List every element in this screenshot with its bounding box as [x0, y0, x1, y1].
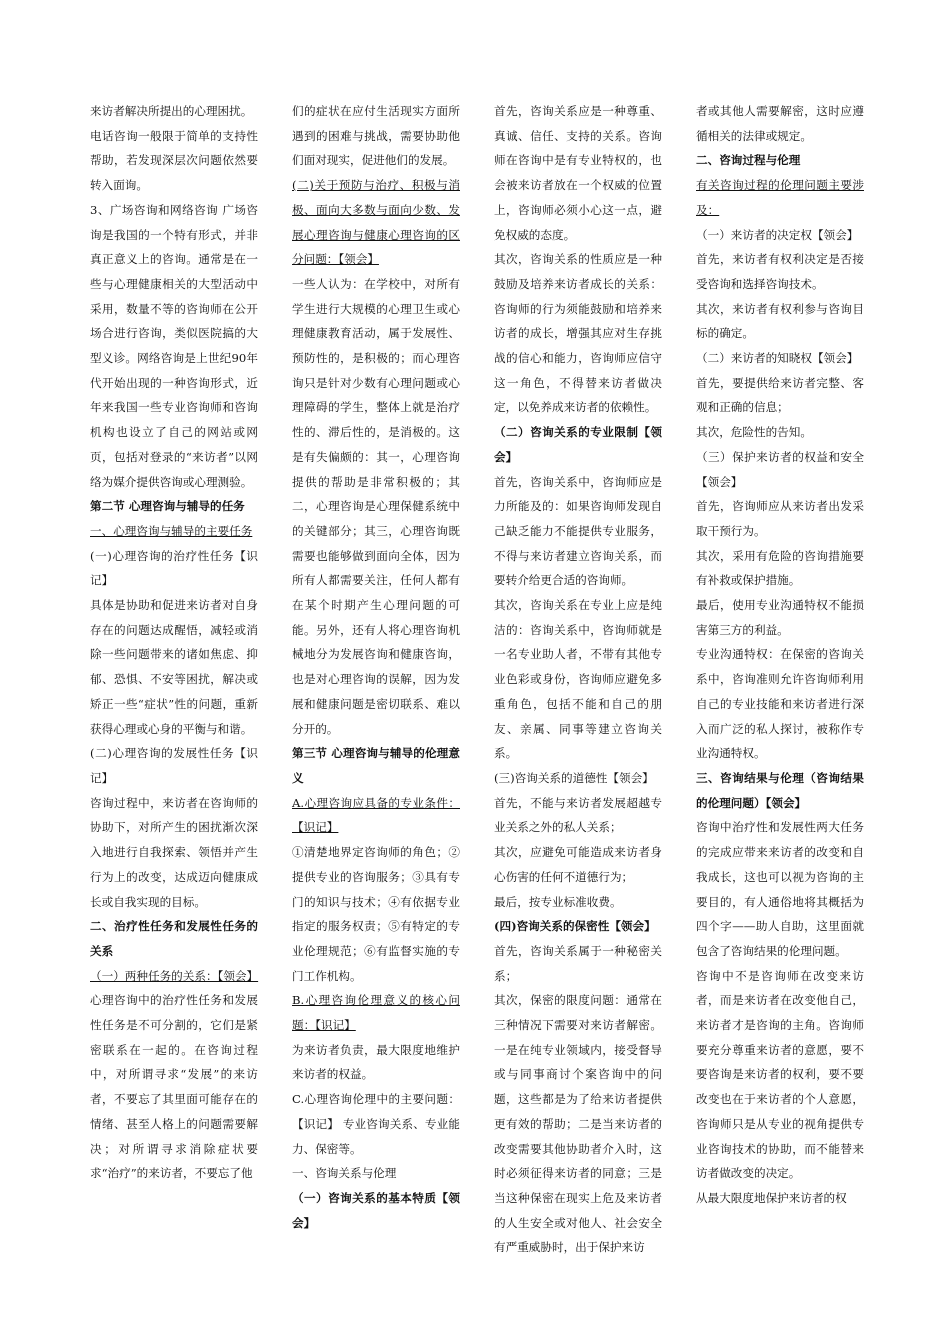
- section-heading: 三、咨询结果与伦理（咨询结果的伦理问题）【领会】: [696, 770, 864, 810]
- paragraph: 者或其他人需要解密，这时应遵循相关的法律或规定。: [696, 104, 864, 143]
- paragraph: 有关咨询过程的伦理问题主要涉及：: [696, 178, 864, 217]
- text-column-2: [292, 99, 460, 1235]
- paragraph: 为来访者负责，最大限度地维护来访者的权益。: [292, 1042, 460, 1082]
- paragraph: 首先，咨询关系属于一种秘密关系；: [494, 943, 662, 983]
- paragraph: 们的症状在应付生活现实方面所遇到的困难与挑战，需要协助他们面对现实，促进他们的发展。: [292, 104, 460, 168]
- paragraph: 首先，咨询关系应是一种尊重、真诚、信任、支持的关系。咨询师在咨询中是有专业特权的，也会被来访者放在一个权威的位置上，咨询师必须小心这一点，避免权威的态度。: [494, 104, 662, 242]
- section-heading: （一）咨询关系的基本特质【领会】: [292, 1190, 460, 1230]
- section-heading: 第二节 心理咨询与辅导的任务: [90, 499, 245, 514]
- paragraph: 首先，咨询师应从来访者出发采取干预行为。: [696, 499, 864, 538]
- paragraph: (二)心理咨询的发展性任务【识记】: [90, 746, 258, 785]
- paragraph: 电话咨询一般限于简单的支持性帮助，若发现深层次问题依然要转入面询。: [90, 128, 258, 193]
- paragraph: (三)咨询关系的道德性【领会】: [494, 770, 654, 785]
- paragraph: 咨询中不是咨询师在改变来访者，而是来访者在改变他自己，来访者才是咨询的主角。咨询师要充分尊重来访者的意愿，要不要咨询是来访者的权利，要不要改变也在于来访者的个人意愿，咨询师只是从专业的视角提供专业咨询技术的协助，而不能替来访者做改变的决定。: [696, 968, 864, 1181]
- paragraph: 其次，危险性的告知。: [696, 425, 812, 440]
- paragraph: 首先，来访者有权利决定是否接受咨询和选择咨询技术。: [696, 252, 864, 291]
- text-column-1: [90, 99, 258, 1186]
- paragraph: 一、心理咨询与辅导的主要任务: [90, 523, 253, 538]
- section-heading: 二、治疗性任务和发展性任务的关系: [90, 919, 258, 958]
- paragraph: 其次，咨询关系在专业上应是纯洁的：咨询关系中，咨询师就是一名专业助人者，不带有其他专业色彩或身份，咨询师应避免多重角色，包括不能和自己的朋友、亲属、同事等建立咨询关系。: [494, 598, 662, 761]
- paragraph: （三）保护来访者的权益和安全【领会】: [696, 449, 864, 489]
- text-column-4: [696, 99, 864, 1211]
- paragraph: A.心理咨询应具备的专业条件：【识记】: [292, 795, 460, 835]
- section-heading: 二、咨询过程与伦理: [696, 153, 801, 168]
- paragraph: 首先，要提供给来访者完整、客观和正确的信息；: [696, 375, 864, 415]
- paragraph: 一些人认为：在学校中，对所有学生进行大规模的心理卫生或心理健康教育活动，属于发展性、预防性的，是积极的；而心理咨询只是针对少数有心理问题或心理障碍的学生，整体上就是治疗性的、滞后性的，是消极的。这是有失偏颇的：其一，心理咨询提供的帮助是非常积极的；其二，心理咨询是心理保健系统中的关键部分；其三，心理咨询既需要也能够做到面向全体，因为所有人都需要关注，任何人都有在某个时期产生心理问题的可能。另外，还有人将心理咨询机械地分为发展咨询和健康咨询，也是对心理咨询的误解，因为发展和健康问题是密切联系、难以分开的。: [292, 276, 460, 736]
- paragraph: 首先，咨询关系中，咨询师应是力所能及的：如果咨询师发现自己缺乏能力不能提供专业服务，不得与来访者建立咨询关系，而要转介给更合适的咨询师。: [494, 474, 662, 588]
- paragraph: 心理咨询中的治疗性任务和发展性任务是不可分割的，它们是紧密联系在一起的。在咨询过程中，对所谓寻求“发展”的来访者，不要忘了其里面可能存在的情绪、甚至人格上的问题需要解决；对所谓寻求消除症状要求“治疗”的来访者，不要忘了他: [90, 993, 258, 1181]
- paragraph: （一）来访者的决定权【领会】: [696, 227, 859, 242]
- paragraph: 其次，采用有危险的咨询措施要有补救或保护措施。: [696, 548, 864, 588]
- paragraph: (二)关于预防与治疗、积极与消极、面向大多数与面向少数、发展心理咨询与健康心理咨询的区分问题：【领会】: [292, 178, 460, 267]
- paragraph: 从最大限度地保护来访者的权: [696, 1190, 847, 1205]
- paragraph: 专业沟通特权：在保密的咨询关系中，咨询准则允许咨询师利用自己的专业技能和来访者进行深入而广泛的私人探讨，被称作专业沟通特权。: [696, 647, 864, 761]
- paragraph: 一、咨询关系与伦理: [292, 1166, 397, 1181]
- section-heading: （二）咨询关系的专业限制【领会】: [494, 425, 662, 464]
- paragraph: 其次，咨询关系的性质应是一种鼓励及培养来访者成长的关系：咨询师的行为须能鼓励和培养来访者的成长，增强其应对生存挑战的信心和能力，咨询师应信守这一角色，不得替来访者做决定，以免养成来访者的依赖性。: [494, 252, 662, 415]
- paragraph: C.心理咨询伦理中的主要问题：【识记】 专业咨询关系、专业能力、保密等。: [292, 1092, 460, 1156]
- paragraph: 其次，应避免可能造成来访者身心伤害的任何不道德行为；: [494, 845, 662, 884]
- paragraph: （二）来访者的知晓权【领会】: [696, 351, 859, 366]
- paragraph: （一）两种任务的关系：【领会】: [90, 968, 259, 983]
- section-heading: (四)咨询关系的保密性【领会】: [494, 919, 656, 934]
- paragraph: B.心理咨询伦理意义的核心问题：【识记】: [292, 993, 460, 1033]
- text-column-3: [494, 99, 662, 1260]
- paragraph: 最后，使用专业沟通特权不能损害第三方的利益。: [696, 598, 864, 637]
- paragraph: 最后，按专业标准收费。: [494, 894, 622, 909]
- paragraph: 其次，保密的限度问题：通常在三种情况下需要对来访者解密。一是在纯专业领域内，接受督导或与同事商讨个案咨询中的问题，这些都是为了给来访者提供更有效的帮助；二是当来访者的改变需要其他协助者介入时，这时必须征得来访者的同意；三是当这种保密在现实上危及来访者的人生安全或对他人、社会安全有严重威胁时，出于保护来访: [494, 993, 662, 1255]
- paragraph: 首先，不能与来访者发展超越专业关系之外的私人关系；: [494, 795, 662, 835]
- paragraph: 咨询中治疗性和发展性两大任务的完成应带来来访者的改变和自我成长，这也可以视为咨询的主要目的，有人通俗地将其概括为四个字——助人自助，这里面就包含了咨询结果的伦理问题。: [696, 820, 864, 958]
- section-heading: 第三节 心理咨询与辅导的伦理意义: [292, 746, 460, 785]
- paragraph: 其次，来访者有权利参与咨询目标的确定。: [696, 301, 864, 341]
- paragraph: 具体是协助和促进来访者对自身存在的问题达成醒悟，减轻或消除一些问题带来的诸如焦虑、抑郁、恐惧、不安等困扰，解决或矫正一些“症状”性的问题，重新获得心理或心身的平衡与和谐。: [90, 598, 258, 736]
- paragraph: (一)心理咨询的治疗性任务【识记】: [90, 548, 258, 588]
- paragraph: 3、广场咨询和网络咨询 广场咨询是我国的一个特有形式，并非真正意义上的咨询。通常是在一些与心理健康相关的大型活动中采用，数量不等的咨询师在公开场合进行咨询，类似医院搞的大型义诊。网络咨询是上世纪90年代开始出现的一种咨询形式，近年来我国一些专业咨询师和咨询机构也设立了自己的网站或网页，包括对登录的“来访者”以网络为媒介提供咨询或心理测验。: [90, 202, 258, 489]
- paragraph: ①清楚地界定咨询师的角色；②提供专业的咨询服务；③具有专门的知识与技术；④有依据专业指定的服务权责；⑤有特定的专业伦理规范；⑥有监督实施的专门工作机构。: [292, 845, 460, 983]
- paragraph: 来访者解决所提出的心理困扰。: [90, 104, 253, 118]
- paragraph: 咨询过程中，来访者在咨询师的协助下，对所产生的困扰渐次深入地进行自我探索、领悟并产生行为上的改变，达成迈向健康成长或自我实现的目标。: [90, 795, 258, 909]
